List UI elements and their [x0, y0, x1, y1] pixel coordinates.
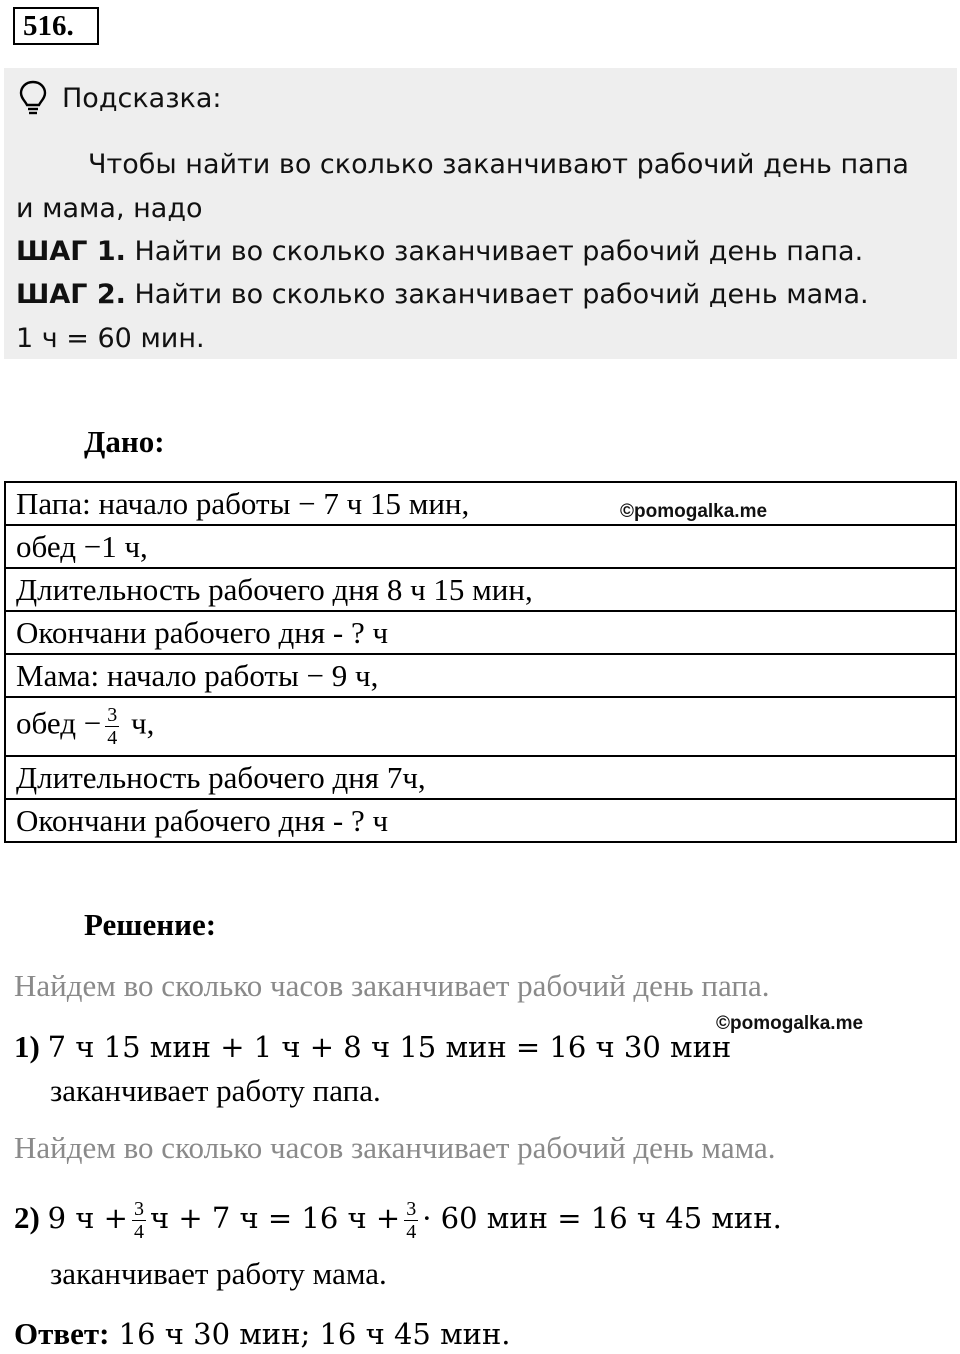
- answer-text: 16 ч 30 мин; 16 ч 45 мин.: [109, 1317, 511, 1351]
- hint-step-2: [16, 278, 869, 312]
- table-row: [5, 799, 956, 842]
- watermark-1: ©pomogalka.me: [620, 501, 768, 522]
- solution-step-2-expr-c: · 60 мин = 16 ч 45 мин.: [422, 1201, 782, 1235]
- hint-box: [4, 68, 957, 359]
- solution-step-1-number: 1): [14, 1029, 40, 1064]
- solution-heading: Решение:: [84, 907, 217, 942]
- solution-step-1: [14, 1029, 731, 1065]
- hint-step-1: [16, 235, 863, 269]
- given-row-2: обед −1 ч,: [5, 525, 956, 568]
- given-row-5: Мама: начало работы − 9 ч,: [5, 654, 956, 697]
- hint-step-1-label: ШАГ 1.: [16, 236, 126, 267]
- answer-label: Ответ:: [14, 1316, 110, 1351]
- hint-step-1-text: Найти во сколько заканчивает рабочий день папа.: [125, 236, 864, 267]
- task-number: 516.: [13, 7, 99, 45]
- fraction: [105, 704, 119, 749]
- hint-line-2: и мама, надо: [16, 193, 203, 224]
- given-row-8: Окончани рабочего дня - ? ч: [5, 799, 956, 842]
- given-heading: Дано:: [84, 424, 165, 459]
- fraction: [404, 1198, 418, 1243]
- solution-step-2-expr-a: 9 ч +: [47, 1201, 128, 1235]
- given-row-3: Длительность рабочего дня 8 ч 15 мин,: [5, 568, 956, 611]
- table-row: [5, 525, 956, 568]
- table-row: [5, 568, 956, 611]
- given-table: [4, 481, 957, 843]
- hint-line-1: Чтобы найти во сколько заканчивают рабочий день папа: [88, 149, 909, 180]
- solution-step-1-expression: 7 ч 15 мин + 1 ч + 8 ч 15 мин = 16 ч 30 мин: [47, 1030, 732, 1064]
- table-row: [5, 482, 956, 525]
- table-row: [5, 654, 956, 697]
- given-row-1: Папа: начало работы − 7 ч 15 мин,: [5, 482, 956, 525]
- lightbulb-icon: [18, 80, 48, 116]
- solution-step-1-intro: Найдем во сколько часов заканчивает рабочий день папа.: [14, 968, 770, 1003]
- solution-step-2-result: заканчивает работу мама.: [50, 1256, 387, 1291]
- hint-conversion: 1 ч = 60 мин.: [16, 323, 205, 354]
- fraction-denominator: 4: [133, 1221, 144, 1244]
- fraction-numerator: 3: [107, 704, 118, 726]
- fraction-denominator: 4: [107, 727, 118, 749]
- given-row-6-label: обед −: [16, 705, 102, 741]
- fraction-numerator: 3: [133, 1198, 144, 1221]
- hint-step-2-text: Найти во сколько заканчивает рабочий день мама.: [125, 279, 869, 310]
- solution-step-2-number: 2): [14, 1200, 40, 1235]
- table-row: [5, 611, 956, 654]
- table-row: [5, 697, 956, 756]
- hint-title: Подсказка:: [62, 83, 222, 114]
- answer: [14, 1316, 511, 1352]
- fraction-numerator: 3: [406, 1198, 417, 1221]
- fraction: [132, 1198, 146, 1243]
- hint-step-2-label: ШАГ 2.: [16, 279, 126, 310]
- given-row-6-unit: ч,: [123, 705, 155, 741]
- solution-step-1-result: заканчивает работу папа.: [50, 1073, 381, 1108]
- table-row: [5, 756, 956, 799]
- solution-step-2-intro: Найдем во сколько часов заканчивает рабочий день мама.: [14, 1130, 776, 1165]
- given-row-4: Окончани рабочего дня - ? ч: [5, 611, 956, 654]
- solution-step-2-expr-b: ч + 7 ч = 16 ч +: [149, 1201, 401, 1235]
- solution-step-2: [14, 1190, 782, 1246]
- given-row-7: Длительность рабочего дня 7ч,: [5, 756, 956, 799]
- given-row-6: [5, 697, 956, 756]
- fraction-denominator: 4: [406, 1221, 417, 1244]
- watermark-2: ©pomogalka.me: [716, 1013, 864, 1034]
